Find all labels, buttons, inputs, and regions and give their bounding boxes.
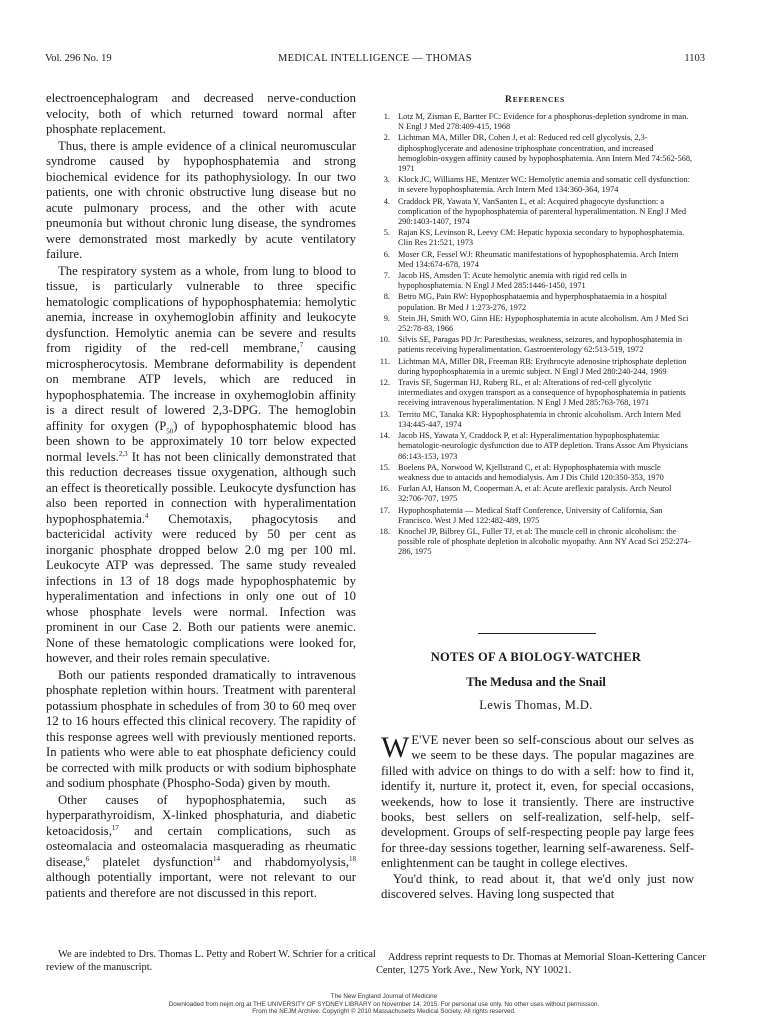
text-run: and certain complications, such as osteomalacia and osteomalacia masquerading as rheumatic disease,: [46, 823, 356, 869]
reference-item: [376, 197, 694, 228]
reference-item: [376, 431, 694, 462]
reprint-text: Address reprint requests to Dr. Thomas at Memorial Sloan-Kettering Cancer Center, 1275 York Ave., New York, NY 10021.: [376, 952, 706, 976]
page-number: 1103: [684, 53, 705, 64]
reference-number: 11.: [379, 356, 390, 366]
reference-number: 14.: [379, 431, 390, 441]
reference-item: [376, 335, 694, 355]
paragraph-2: Thus, there is ample evidence of a clinical neuromuscular syndrome caused by hypophosphatemia and strong biochemical evidence for its pathophysiology. In our two patients, one with chronic obstructive lung disease but no acute pulmonary process, and the other with acute pneumonia but without chronic lung disease, the syndromes were demonstrated most markedly by acute ventilatory failure.: [46, 138, 356, 261]
running-title: MEDICAL INTELLIGENCE — THOMAS: [278, 53, 472, 64]
reference-text: Betro MG, Pain RW: Hypophosphataemia and hyperphosphataemia in a hospital population. Br Med J 1:273-276, 1972: [398, 292, 667, 312]
reference-text: Rajan KS, Levinson R, Leevy CM: Hepatic hypoxia secondary to hypophosphatemia. Clin Res 21:521, 1973: [398, 228, 685, 248]
reference-number: 17.: [379, 505, 390, 515]
reference-text: Territo MC, Tanaka KR: Hypophosphatemia in chronic alcoholism. Arch Intern Med 134:445-447, 1974: [398, 409, 681, 429]
reference-number: 4.: [383, 196, 390, 206]
reference-text: Klock JC, Williams HE, Mentzer WC: Hemolytic anemia and somatic cell dysfunction: in severe hypophosphatemia. Arch Intern Med 134:360-364, 1974: [398, 175, 691, 195]
reference-item: [376, 463, 694, 483]
reference-number: 18.: [379, 526, 390, 536]
reference-text: Stein JH, Smith WO, Ginn HE: Hypophosphatemia in acute alcoholism. Am J Med Sci 252:78-83, 1966: [398, 313, 689, 334]
text-run: E'VE never been so self-conscious about our selves as we seem to be these days. The popular magazines are filled with advice on things to do with a self: how to find it, identify it, nurture it, protect it, even, for special occasions, weekends, how to lose it transiently. There are instructive books, best sellers on self-realization, self-help, self-development. Groups of self-respecting people pay large fees for three-day sessions together, learning self-awareness. Self-enlightenment can be taught in college electives.: [381, 733, 694, 871]
reference-item: [376, 314, 694, 334]
reference-text: Travis SF, Sugerman HJ, Ruberg RL, et al: Alterations of red-cell glycolytic intermediates and oxygen transport as a consequence of hypophosphatemia in patients receiving intravenous hyperalimentation. N Engl J Med 285:763-768, 1971: [398, 378, 686, 408]
reference-item: [376, 175, 694, 195]
section-divider: [478, 633, 596, 634]
text-run: causing microspherocytosis. Membrane deformability is dependent on membrane ATP levels, which are reduced in hypophosphatemia. The increase in oxyhemoglobin affinity is a direct result of lowered 2,3-DPG. The hemoglobin affinity for oxygen (P: [46, 341, 356, 433]
reference-item: [376, 250, 694, 270]
footer-copyright: From the NEJM Archive. Copyright © 2010 Massachusetts Medical Society. All rights reserved.: [252, 1008, 516, 1016]
reference-text: Silvis SE, Paragas PD Jr: Paresthesias, weakness, seizures, and hypophosphatemia in patients receiving hyperalimentation. Gastroenterology 62:513-519, 1972: [398, 335, 683, 355]
reference-text: Lichtman MA, Miller DR, Cohen J, et al: Reduced red cell glycolysis, 2,3-diphosphoglycerate and adenosine triphosphate concentration, and increased hemoglobin-oxygen affinity caused by hypophosphatemia. Ann Intern Med 74:562-568, 1971: [398, 133, 693, 174]
reference-number: 10.: [379, 335, 390, 345]
citation: 4: [145, 511, 149, 520]
reference-text: Lichtman MA, Miller DR, Freeman RB: Erythrocyte adenosine triphosphate depletion during hypophosphatemia in a uremic subject. N Engl J Med 280:240-244, 1969: [398, 356, 687, 376]
reference-item: [376, 228, 694, 248]
page-footer: [0, 993, 768, 1016]
paragraph-5: [46, 793, 356, 902]
citation: 6: [85, 854, 90, 863]
acknowledgment: [46, 948, 376, 974]
left-column: [46, 91, 356, 901]
reference-item: [376, 292, 694, 312]
section-title: NOTES OF A BIOLOGY-WATCHER: [430, 650, 642, 664]
citation: 18: [349, 854, 356, 863]
paragraph-1: electroencephalogram and decreased nerve-conduction velocity, both of which returned toward normal after phosphate replacement.: [46, 91, 356, 136]
text-run: Other causes of hypophosphatemia, such as hyperparathyroidism, X-linked phosphaturia, and diabetic ketoacidosis,: [46, 792, 356, 838]
acknowledgment-text: We are indebted to Drs. Thomas L. Petty and Robert W. Schrier for a critical review of the manuscript.: [46, 949, 376, 973]
footer-journal: The New England Journal of Medicine: [330, 993, 438, 1000]
reference-item: [376, 410, 694, 430]
references-section: [376, 95, 694, 559]
reference-number: 1.: [383, 112, 390, 121]
volume-issue: Vol. 296 No. 19: [45, 53, 112, 64]
essay-title: The Medusa and the Snail: [466, 675, 606, 689]
reference-text: Furlan AJ, Hanson M, Cooperman A, et al: Acute areflexic paralysis. Arch Neurol 32:706-707, 1975: [398, 484, 672, 504]
references-heading: REFERENCES: [505, 95, 565, 105]
footer-download-notice: Downloaded from nejm.org at THE UNIVERSITY OF SYDNEY LIBRARY on November 14, 2015. For personal use only. No other uses without permission.: [168, 1000, 600, 1008]
reference-number: 15.: [379, 462, 390, 472]
essay-body: [381, 733, 694, 902]
reference-number: 9.: [383, 313, 390, 323]
reference-text: Moser CR, Fessel WJ: Rheumatic manifestations of hypophosphatemia. Arch Intern Med 134:674-678, 1974: [398, 249, 679, 269]
citation: 17: [111, 823, 119, 832]
reference-item: [376, 271, 694, 291]
reference-text: Boelens PA, Norwood W, Kjellstrand C, et al: Hypophosphatemia with muscle weakness due to antacids and hemodialysis. Am J Dis Child 120:350-353, 1970: [398, 462, 664, 482]
reference-number: 7.: [383, 271, 390, 281]
text-run: The respiratory system as a whole, from lung to blood to tissue, is particularly vulnerable to three specific hematologic complications of hypophosphatemia: hemolytic anemia, increase in oxyhemoglobin affinity and leukocyte dysfunction. Hemolytic anemia can be severe and results from rigidity of the red-cell membrane,: [46, 263, 356, 355]
essay-paragraph-1: [381, 733, 694, 872]
reference-number: 5.: [383, 228, 390, 238]
heading-smallcaps: EFERENCES: [512, 95, 565, 104]
reference-item: [376, 112, 694, 132]
reprint-request: [376, 951, 706, 977]
reference-number: 6.: [383, 249, 390, 259]
text-run: although potentially important, were not relevant to our patients and therefore are not discussed in this report.: [46, 870, 356, 900]
reference-list: [376, 112, 694, 558]
reference-text: Lotz M, Zisman E, Bartter FC: Evidence for a phosphorus-depletion syndrome in man. N Engl J Med 278:409-415, 1968: [398, 112, 689, 132]
essay-author: Lewis Thomas, M.D.: [479, 698, 593, 712]
reference-item: [376, 133, 694, 174]
citation: 2,3: [118, 449, 128, 458]
reference-item: [376, 506, 694, 526]
citation: 7: [299, 340, 304, 349]
reference-item: [376, 378, 694, 409]
reference-text: Hypophosphatemia — Medical Staff Conference, University of California, San Francisco. West J Med 122:482-489, 1975: [398, 505, 663, 525]
paragraph-3: [46, 264, 356, 667]
text-run: Chemotaxis, phagocytosis and bactericidal activity were reduced by 50 per cent as inorganic phosphate dropped below 2.0 mg per 100 ml. Leukocyte ATP was depressed. The same study revealed infections in 13 of 18 dogs made hypophosphatemic by hyperalimentation and infections in only one out of 10 whose phosphate levels were normal. Infection was prominent in our Case 2. Both our patients were anemic. None of these hematologic complications were looked for, however, and their roles remain speculative.: [46, 511, 356, 665]
citation: 14: [213, 854, 220, 863]
reference-number: 16.: [379, 484, 390, 494]
text-run: It has not been clinically demonstrated that this reduction decreases tissue oxygenation, although such an effect is theoretically possible. Leukocyte dysfunction has also been reported in connection with hyperalimentation hypophosphatemia.: [46, 449, 356, 526]
reference-number: 3.: [383, 175, 390, 185]
reference-item: [376, 357, 694, 377]
essay-paragraph-2: You'd think, to read about it, that we'd only just now discovered selves. Having long suspected that: [381, 871, 694, 902]
page-header: [45, 53, 705, 69]
reference-text: Jacob HS, Yawata Y, Craddock P, et al: Hyperalimentation hypophosphatemia: hematologic-neurologic dysfunction due to ATP depletion. Trans Assoc Am Physicians 86:143-153, 1973: [398, 431, 688, 461]
text-run: platelet dysfunction: [89, 854, 213, 869]
reference-item: [376, 484, 694, 504]
reference-item: [376, 527, 694, 558]
reference-text: Craddock PR, Yawata Y, VanSanten L, et al: Acquired phagocyte dysfunction: a complication of the hypophosphatemia of parenteral hyperalimentation. N Engl J Med 290:1403-1407, 1974: [398, 196, 687, 227]
reference-text: Knochel JP, Bilbrey GL, Fuller TJ, et al: The muscle cell in chronic alcoholism: the possible role of phosphate depletion in alcoholic myopathy. Ann NY Acad Sci 252:274-286, 1975: [398, 526, 691, 557]
text-run: ) of hypophosphatemic blood has been shown to be approximately 10 torr below expected normal levels.: [46, 418, 357, 464]
paragraph-4: Both our patients responded dramatically to intravenous phosphate repletion within hours. Treatment with parenteral potassium phosphate in schedules of from 30 to 60 meq over 12 to 16 hours effected this clinical recovery. The rapidity of this response agrees well with previously mentioned reports. In patients who were able to eat phosphate deficiency could be corrected with milk products or with sodium biphosphate and sodium phosphate (Phospho-Soda) given by mouth.: [46, 667, 356, 790]
reference-number: 2.: [383, 133, 390, 143]
reference-text: Jacob HS, Amsden T: Acute hemolytic anemia with rigid red cells in hypophosphatemia. N Engl J Med 285:1446-1450, 1971: [398, 271, 627, 291]
drop-cap: W: [381, 731, 410, 764]
reference-number: 8.: [383, 292, 390, 302]
subscript: 50: [166, 427, 174, 436]
reference-number: 13.: [379, 409, 390, 419]
reference-number: 12.: [379, 378, 390, 388]
text-run: and rhabdomyolysis,: [220, 854, 349, 869]
